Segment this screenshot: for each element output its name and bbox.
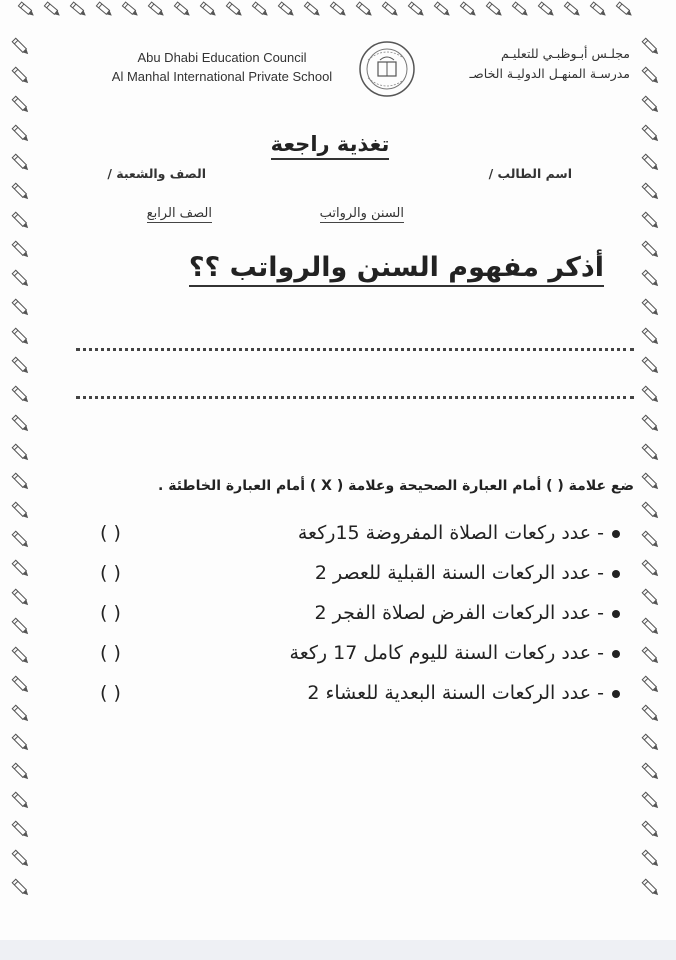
pencil-icon — [44, 2, 61, 17]
header-arabic-line-2: مدرسـة المنهـل الدوليـة الخاصـ — [469, 66, 630, 81]
pencil-icon — [12, 183, 30, 201]
pencil-icon — [408, 2, 425, 17]
statement-text: - عدد الركعات السنة البعدية للعشاء 2 — [307, 682, 604, 704]
pencil-icon — [642, 618, 660, 636]
pencil-icon — [642, 270, 660, 288]
statement-text: - عدد الركعات الفرض لصلاة الفجر 2 — [314, 602, 604, 624]
pencil-icon — [12, 647, 30, 665]
pencil-icon — [642, 67, 660, 85]
pencil-icon — [12, 212, 30, 230]
statement-item — [100, 682, 620, 722]
pencil-icon — [12, 386, 30, 404]
statement-item — [100, 522, 620, 562]
pencil-icon — [616, 2, 633, 17]
pencil-icon — [304, 2, 321, 17]
statement-item — [100, 642, 620, 682]
pencil-icon — [642, 357, 660, 375]
pencil-icon — [12, 67, 30, 85]
pencil-icon — [642, 763, 660, 781]
bullet-icon — [612, 530, 620, 538]
pencil-icon — [642, 415, 660, 433]
pencil-icon — [12, 38, 30, 56]
pencil-icon — [12, 734, 30, 752]
pencil-icon — [174, 2, 191, 17]
pencil-icon — [642, 502, 660, 520]
worksheet-title: تغذية راجعة — [200, 132, 460, 156]
pencil-icon — [12, 792, 30, 810]
pencil-icon — [18, 2, 35, 17]
pencil-icon — [642, 241, 660, 259]
pencil-icon — [12, 328, 30, 346]
pencil-icon — [512, 2, 529, 17]
pencil-icon — [12, 821, 30, 839]
answer-line-2 — [76, 396, 634, 399]
pencil-icon — [12, 618, 30, 636]
pencil-icon — [122, 2, 139, 17]
answer-box[interactable]: ( ) — [100, 642, 121, 664]
bullet-icon — [612, 690, 620, 698]
statement-text: - عدد ركعات السنة لليوم كامل 17 ركعة — [289, 642, 604, 664]
pencil-icon — [642, 473, 660, 491]
pencil-icon — [12, 589, 30, 607]
statement-text: - عدد ركعات الصلاة المفروضة 15ركعة — [297, 522, 604, 544]
bullet-icon — [612, 610, 620, 618]
pencil-icon — [590, 2, 607, 17]
pencil-icon — [200, 2, 217, 17]
header-arabic — [418, 44, 630, 84]
pencil-icon — [356, 2, 373, 17]
pencil-icon — [12, 415, 30, 433]
pencil-icon — [642, 299, 660, 317]
school-seal-icon — [358, 40, 416, 98]
pencil-icon — [382, 2, 399, 17]
pencil-icon — [12, 473, 30, 491]
pencil-icon — [12, 560, 30, 578]
pencil-icon — [642, 125, 660, 143]
pencil-icon — [12, 531, 30, 549]
pencil-icon — [96, 2, 113, 17]
pencil-icon — [642, 212, 660, 230]
grade-label: الصف والشعبة / — [107, 166, 206, 181]
pencil-icon — [642, 560, 660, 578]
pencil-icon — [642, 96, 660, 114]
pencil-icon — [12, 879, 30, 897]
pencil-icon — [642, 154, 660, 172]
statement-list — [100, 522, 620, 722]
header-english-line-2: Al Manhal International Private School — [111, 69, 333, 84]
pencil-icon — [642, 531, 660, 549]
pencil-icon — [12, 502, 30, 520]
pencil-icon — [642, 183, 660, 201]
answer-line-1 — [76, 348, 634, 351]
page-bottom-strip — [0, 940, 676, 960]
answer-box[interactable]: ( ) — [100, 562, 121, 584]
pencil-icon — [70, 2, 87, 17]
pencil-icon — [642, 734, 660, 752]
pencil-icon — [12, 705, 30, 723]
pencil-icon — [434, 2, 451, 17]
pencil-icon — [12, 154, 30, 172]
pencil-icon — [148, 2, 165, 17]
bullet-icon — [612, 650, 620, 658]
pencil-icon — [278, 2, 295, 17]
pencil-icon — [226, 2, 243, 17]
grade-value: الصف الرابع — [146, 206, 212, 221]
topic-value: السنن والرواتب — [319, 206, 404, 221]
pencil-icon — [642, 386, 660, 404]
header-english — [92, 48, 352, 86]
statement-text: - عدد الركعات السنة القبلية للعصر 2 — [314, 562, 604, 584]
pencil-icon — [460, 2, 477, 17]
pencil-icon — [642, 647, 660, 665]
pencil-icon — [642, 328, 660, 346]
pencil-icon — [642, 792, 660, 810]
bullet-icon — [612, 570, 620, 578]
answer-box[interactable]: ( ) — [100, 522, 121, 544]
answer-box[interactable]: ( ) — [100, 602, 121, 624]
pencil-icon — [642, 821, 660, 839]
pencil-icon — [12, 676, 30, 694]
pencil-icon — [12, 125, 30, 143]
pencil-icon — [12, 241, 30, 259]
statement-item — [100, 602, 620, 642]
header-arabic-line-1: مجلـس أبـوظبـي للتعليـم — [501, 46, 630, 61]
header-english-line-1: Abu Dhabi Education Council — [137, 50, 307, 65]
pencil-icon — [12, 763, 30, 781]
student-name-label: اسم الطالب / — [488, 166, 572, 181]
pencil-icon — [642, 38, 660, 56]
pencil-icon — [642, 879, 660, 897]
pencil-icon — [642, 589, 660, 607]
pencil-icon — [642, 676, 660, 694]
pencil-icon — [564, 2, 581, 17]
instruction-text: ضع علامة ( ) أمام العبارة الصحيحة وعلامة ( X ) أمام العبارة الخاطئة . — [158, 478, 634, 494]
answer-box[interactable]: ( ) — [100, 682, 121, 704]
pencil-icon — [12, 299, 30, 317]
pencil-icon — [642, 705, 660, 723]
pencil-icon — [330, 2, 347, 17]
pencil-icon — [12, 96, 30, 114]
question-text: أذكر مفهوم السنن والرواتب ؟؟ — [189, 252, 604, 283]
pencil-icon — [642, 444, 660, 462]
pencil-icon — [12, 357, 30, 375]
statement-item — [100, 562, 620, 602]
pencil-icon — [12, 444, 30, 462]
pencil-icon — [538, 2, 555, 17]
pencil-icon — [12, 270, 30, 288]
pencil-icon — [642, 850, 660, 868]
pencil-icon — [252, 2, 269, 17]
pencil-icon — [12, 850, 30, 868]
pencil-icon — [486, 2, 503, 17]
